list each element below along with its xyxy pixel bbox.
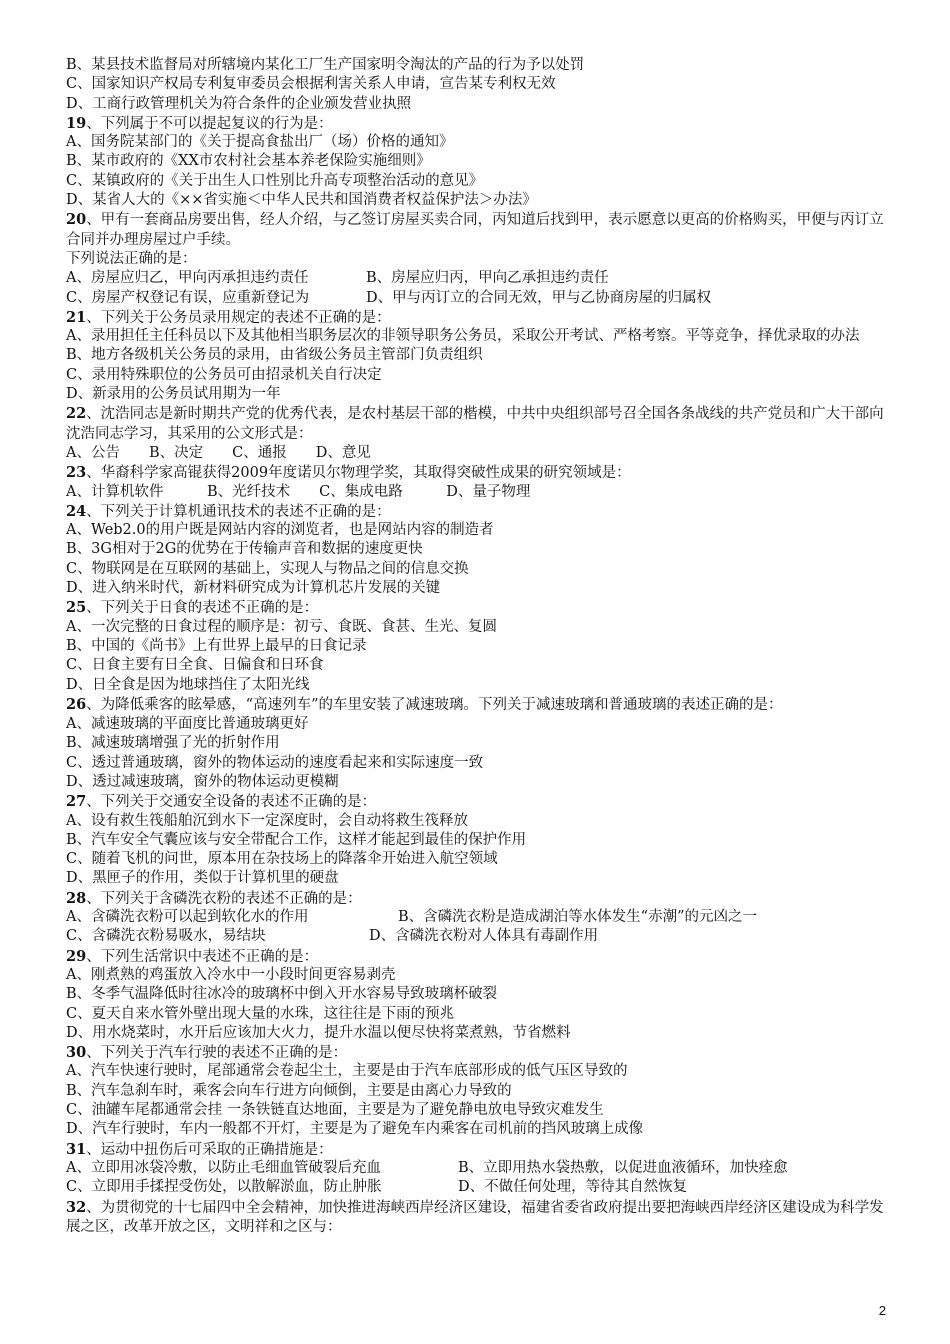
option-left: C、房屋产权登记有误，应重新登记为 bbox=[66, 289, 310, 306]
question-number: 29 bbox=[66, 947, 87, 965]
option-left: A、含磷洗衣粉可以起到软化水的作用 bbox=[66, 909, 309, 926]
document-line bbox=[66, 346, 896, 365]
document-line bbox=[66, 985, 896, 1004]
document-line bbox=[66, 869, 896, 888]
line-text: B、汽车急刹车时，乘客会向车行进方向倾倒，主要是由离心力导致的 bbox=[66, 1082, 512, 1099]
option-left: A、房屋应归乙，甲向丙承担违约责任 bbox=[66, 270, 309, 287]
line-text: A、计算机软件 B、光纤技术 C、集成电路 D、量子物理 bbox=[66, 483, 531, 500]
document-line bbox=[66, 966, 896, 985]
line-text: 、为贯彻党的十七届四中全会精神，加快推进海峡西岸经济区建设，福建省委省政府提出要把海峡西岸经济区建设成为科学发展之区，改革开放之区，文明祥和之区与： bbox=[66, 1199, 884, 1235]
line-text: B、3G相对于2G的优势在于传输声音和数据的速度更快 bbox=[66, 541, 423, 558]
line-text: B、中国的《尚书》上有世界上最早的日食记录 bbox=[66, 637, 367, 654]
document-line bbox=[66, 385, 896, 404]
line-text: 、甲有一套商品房要出售，经人介绍，与乙签订房屋买卖合同，丙知道后找到甲，表示愿意以更高的价格购买，甲便与丙订立合同并办理房屋过户手续。 bbox=[66, 212, 884, 248]
document-line bbox=[66, 521, 896, 540]
line-text: 、华裔科学家高锟获得2009年度诺贝尔物理学奖，其取得突破性成果的研究领域是： bbox=[86, 465, 631, 482]
question-stem bbox=[66, 792, 896, 811]
document-line bbox=[66, 75, 896, 94]
document-body bbox=[66, 56, 896, 1237]
question-stem bbox=[66, 308, 896, 327]
document-line bbox=[66, 831, 896, 850]
document-line bbox=[66, 1024, 896, 1043]
question-number: 19 bbox=[66, 114, 87, 132]
document-line bbox=[66, 366, 896, 385]
line-text: 、下列关于含磷洗衣粉的表述不正确的是： bbox=[86, 890, 362, 907]
document-line bbox=[66, 540, 896, 559]
line-text: 、为降低乘客的眩晕感，“高速列车”的车里安装了减速玻璃。下列关于减速玻璃和普通玻璃的表述正确的是： bbox=[86, 696, 783, 713]
line-text: A、一次完整的日食过程的顺序是：初亏、食既、食甚、生光、复圆 bbox=[66, 618, 497, 635]
line-text: C、国家知识产权局专利复审委员会根据利害关系人申请，宣告某专利权无效 bbox=[66, 76, 556, 93]
document-line bbox=[66, 1062, 896, 1081]
document-line bbox=[66, 483, 896, 502]
option-left: C、立即用手揉捏受伤处，以散解淤血，防止肿胀 bbox=[66, 1179, 382, 1196]
question-number: 22 bbox=[66, 405, 87, 423]
document-line bbox=[66, 1159, 896, 1178]
option-left: C、含磷洗衣粉易吸水，易结块 bbox=[66, 928, 266, 945]
document-line bbox=[66, 715, 896, 734]
document-line bbox=[66, 1082, 896, 1101]
question-stem bbox=[66, 1140, 896, 1159]
question-number: 28 bbox=[66, 889, 87, 907]
option-right: D、不做任何处理，等待其自然恢复 bbox=[458, 1179, 688, 1196]
line-text: A、国务院某部门的《关于提高食盐出厂（场）价格的通知》 bbox=[66, 134, 454, 151]
option-right: D、甲与丙订立的合同无效，甲与乙协商房屋的归属权 bbox=[366, 289, 712, 306]
option-right: D、含磷洗衣粉对人体具有毒副作用 bbox=[369, 928, 599, 945]
line-text: A、减速玻璃的平面度比普通玻璃更好 bbox=[66, 716, 309, 733]
line-text: D、某省人大的《××省实施＜中华人民共和国消费者权益保护法＞办法》 bbox=[66, 192, 537, 209]
question-stem bbox=[66, 598, 896, 617]
question-number: 23 bbox=[66, 464, 87, 482]
question-stem bbox=[66, 695, 896, 715]
line-text: A、公告 B、决定 C、通报 D、意见 bbox=[66, 444, 371, 461]
line-text: C、随着飞机的问世，原本用在杂技场上的降落伞开始进入航空领域 bbox=[66, 851, 498, 868]
question-stem bbox=[66, 1198, 896, 1238]
line-text: A、刚煮熟的鸡蛋放入冷水中一小段时间更容易剥壳 bbox=[66, 966, 396, 983]
line-text: D、透过减速玻璃，窗外的物体运动更模糊 bbox=[66, 773, 339, 790]
line-text: A、Web2.0的用户既是网站内容的浏览者，也是网站内容的制造者 bbox=[66, 522, 494, 539]
question-stem bbox=[66, 947, 896, 966]
document-line bbox=[66, 927, 896, 946]
question-stem bbox=[66, 404, 896, 444]
document-line bbox=[66, 637, 896, 656]
document-line bbox=[66, 133, 896, 152]
question-stem bbox=[66, 502, 896, 521]
line-text: D、汽车行驶时，车内一般都不开灯，主要是为了避免车内乘客在司机前的挡风玻璃上成像 bbox=[66, 1121, 644, 1138]
question-number: 26 bbox=[66, 695, 87, 713]
question-number: 27 bbox=[66, 793, 87, 811]
line-text: 、运动中扭伤后可采取的正确措施是： bbox=[86, 1141, 333, 1158]
document-line bbox=[66, 618, 896, 637]
page-number: 2 bbox=[878, 1303, 886, 1318]
line-text: 、下列关于汽车行驶的表述不正确的是： bbox=[86, 1045, 348, 1062]
line-text: A、设有救生筏船舶沉到水下一定深度时，会自动将救生筏释放 bbox=[66, 812, 468, 829]
document-line bbox=[66, 560, 896, 579]
line-text: B、某县技术监督局对所辖境内某化工厂生产国家明令淘汰的产品的行为予以处罚 bbox=[66, 57, 585, 73]
line-text: 、下列关于公务员录用规定的表述不正确的是： bbox=[86, 309, 391, 326]
question-number: 30 bbox=[66, 1044, 87, 1062]
line-text: D、新录用的公务员试用期为一年 bbox=[66, 386, 281, 403]
question-number: 20 bbox=[66, 211, 87, 229]
line-text: 、下列关于日食的表述不正确的是： bbox=[86, 600, 319, 617]
document-line bbox=[66, 56, 896, 75]
line-text: A、录用担任主任科员以下及其他相当职务层次的非领导职务公务员，采取公开考试、严格考察。平等竞争，择优录取的办法 bbox=[66, 328, 860, 345]
line-text: D、进入纳米时代，新材料研究成为计算机芯片发展的关键 bbox=[66, 580, 441, 597]
document-line bbox=[66, 773, 896, 792]
line-text: A、汽车快速行驶时，尾部通常会卷起尘土，主要是由于汽车底部形成的低气压区导致的 bbox=[66, 1063, 628, 1080]
document-line bbox=[66, 850, 896, 869]
line-text: C、油罐车尾都通常会挂 一条铁链直达地面，主要是为了避免静电放电导致灾难发生 bbox=[66, 1102, 604, 1119]
document-line bbox=[66, 579, 896, 598]
question-stem bbox=[66, 463, 896, 482]
line-text: C、夏天自来水管外壁出现大量的水珠，这往往是下雨的预兆 bbox=[66, 1005, 455, 1022]
document-line bbox=[66, 676, 896, 695]
line-text: D、日全食是因为地球挡住了太阳光线 bbox=[66, 676, 310, 693]
question-stem bbox=[66, 889, 896, 908]
option-right: B、房屋应归丙，甲向乙承担违约责任 bbox=[366, 270, 609, 287]
line-text: 下列说法正确的是： bbox=[66, 250, 197, 267]
question-stem bbox=[66, 114, 896, 133]
document-line bbox=[66, 269, 896, 288]
document-line bbox=[66, 444, 896, 463]
option-right: B、立即用热水袋热敷，以促进血液循环，加快痊愈 bbox=[458, 1159, 788, 1176]
document-line bbox=[66, 1005, 896, 1024]
line-text: D、用水烧菜时，水开后应该加大火力，提升水温以便尽快将菜煮熟，节省燃料 bbox=[66, 1024, 571, 1041]
question-stem bbox=[66, 210, 896, 250]
question-stem bbox=[66, 1043, 896, 1062]
line-text: 、沈浩同志是新时期共产党的优秀代表，是农村基层干部的楷模，中共中央组织部号召全国各条战线的共产党员和广大干部向沈浩同志学习，其采用的公文形式是： bbox=[66, 406, 884, 442]
line-text: B、地方各级机关公务员的录用，由省级公务员主管部门负责组织 bbox=[66, 347, 483, 364]
document-line bbox=[66, 656, 896, 675]
line-text: C、录用特殊职位的公务员可由招录机关自行决定 bbox=[66, 366, 382, 383]
option-right: B、含磷洗衣粉是造成湖泊等水体发生“赤潮”的元凶之一 bbox=[398, 909, 757, 926]
document-line bbox=[66, 191, 896, 210]
document-line bbox=[66, 734, 896, 753]
question-number: 25 bbox=[66, 599, 87, 617]
line-text: 、下列关于计算机通讯技术的表述不正确的是： bbox=[86, 503, 391, 520]
document-line bbox=[66, 754, 896, 773]
question-number: 32 bbox=[66, 1198, 87, 1216]
question-number: 24 bbox=[66, 502, 87, 520]
document-line bbox=[66, 152, 896, 171]
line-text: D、工商行政管理机关为符合条件的企业颁发营业执照 bbox=[66, 95, 412, 112]
document-line bbox=[66, 95, 896, 114]
document-line bbox=[66, 1178, 896, 1197]
document-line bbox=[66, 250, 896, 269]
line-text: B、某市政府的《XX市农村社会基本养老保险实施细则》 bbox=[66, 153, 431, 170]
line-text: C、某镇政府的《关于出生人口性别比升高专项整治活动的意见》 bbox=[66, 172, 484, 189]
document-line bbox=[66, 908, 896, 927]
question-number: 21 bbox=[66, 308, 87, 326]
line-text: D、黑匣子的作用，类似于计算机里的硬盘 bbox=[66, 870, 339, 887]
document-line bbox=[66, 1101, 896, 1120]
document-line bbox=[66, 289, 896, 308]
line-text: 、下列关于交通安全设备的表述不正确的是： bbox=[86, 794, 377, 811]
line-text: B、冬季气温降低时往冰冷的玻璃杯中倒入开水容易导致玻璃杯破裂 bbox=[66, 986, 498, 1003]
document-line bbox=[66, 327, 896, 346]
line-text: B、减速玻璃增强了光的折射作用 bbox=[66, 735, 280, 752]
line-text: 、下列属于不可以提起复议的行为是： bbox=[86, 115, 333, 132]
question-number: 31 bbox=[66, 1140, 87, 1158]
line-text: C、日食主要有日全食、日偏食和日环食 bbox=[66, 657, 324, 674]
line-text: C、物联网是在互联网的基础上，实现人与物品之间的信息交换 bbox=[66, 560, 469, 577]
line-text: C、透过普通玻璃，窗外的物体运动的速度看起来和实际速度一致 bbox=[66, 754, 484, 771]
document-line bbox=[66, 1120, 896, 1139]
line-text: 、下列生活常识中表述不正确的是： bbox=[86, 948, 319, 965]
option-left: A、立即用冰袋冷敷，以防止毛细血管破裂后充血 bbox=[66, 1159, 381, 1176]
document-line bbox=[66, 172, 896, 191]
line-text: B、汽车安全气囊应该与安全带配合工作，这样才能起到最佳的保护作用 bbox=[66, 831, 527, 848]
document-line bbox=[66, 812, 896, 831]
